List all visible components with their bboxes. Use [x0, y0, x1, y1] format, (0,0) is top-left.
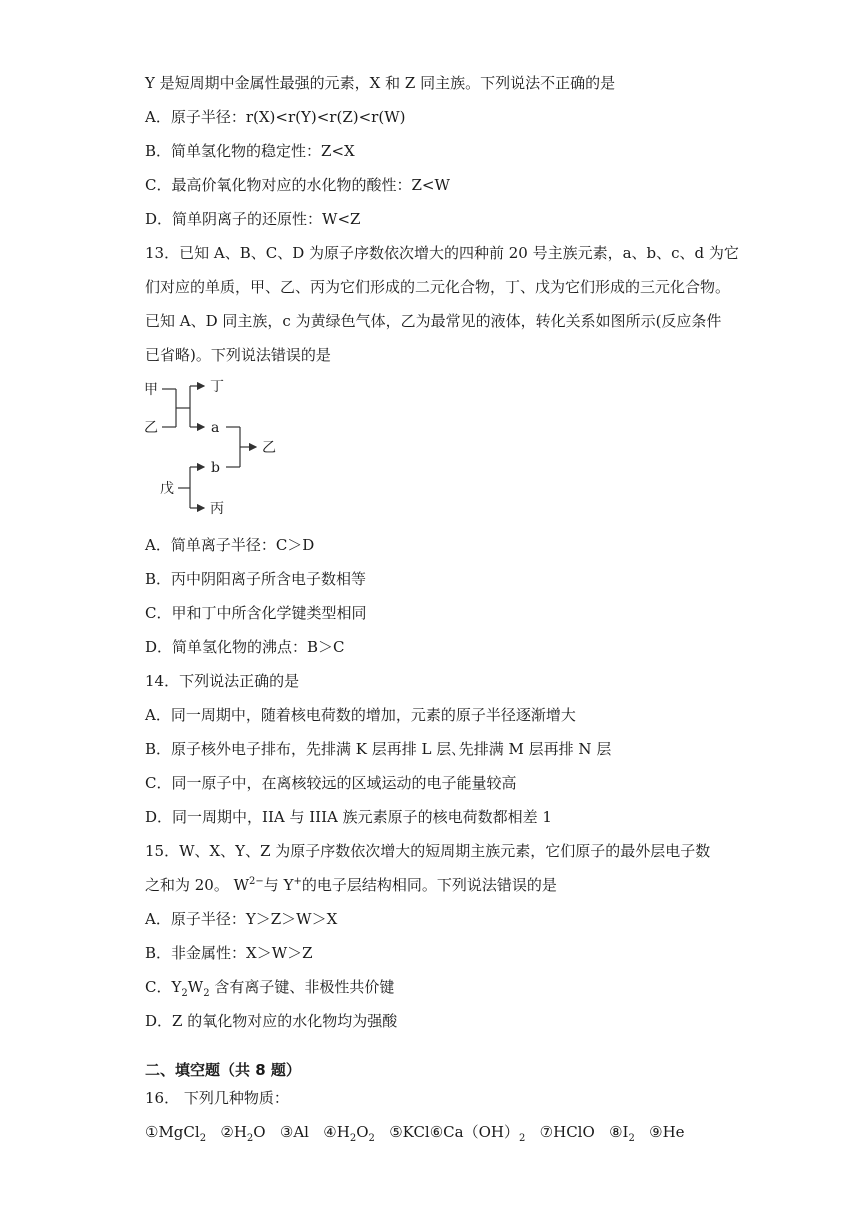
q16-item-7: ⑦HClO: [539, 1123, 595, 1141]
q16-item-6: $⑥Ca(OH)_2$: [429, 1123, 526, 1144]
q12-stem-tail: Y 是短周期中金属性最强的元素，X 和 Z 同主族。下列说法不正确的是: [145, 74, 616, 92]
q15-stem-line-2: 之和为 20。 $W^{2-}$与 Y+的电子层结构相同。下列说法错误的是: [145, 876, 557, 894]
q16-item-5: ⑤KCl: [389, 1123, 430, 1141]
q12-option-d: D．简单阴离子的还原性：W<Z: [145, 210, 361, 228]
q16-item-2: $②H_2O$: [220, 1123, 266, 1144]
diagram-label-b: b: [211, 460, 220, 476]
q13-conversion-diagram: [140, 372, 300, 522]
q15-option-c: C．$Y_2W_2$ 含有离子键、非极性共价键: [145, 978, 395, 999]
q13-stem-line-4: 已省略)。下列说法错误的是: [145, 346, 331, 364]
diagram-label-ding: 丁: [210, 379, 224, 395]
q16-item-1: ①MgCl$_2$: [145, 1123, 207, 1144]
q12-option-b: B．简单氢化物的稳定性：Z<X: [145, 142, 355, 160]
diagram-label-jia: 甲: [144, 382, 158, 398]
q16-item-8: $⑧I_2$: [609, 1123, 635, 1144]
q16-substance-list: [145, 1122, 685, 1142]
q16-stem: 16． 下列几种物质：: [145, 1089, 289, 1107]
diagram-label-bing: 丙: [210, 501, 224, 517]
q13-option-b: B．丙中阴阳离子所含电子数相等: [145, 570, 367, 588]
q13-stem-line-2: 们对应的单质，甲、乙、丙为它们形成的二元化合物，丁、戊为它们形成的三元化合物。: [145, 278, 731, 296]
q14-stem: 14．下列说法正确的是: [145, 672, 300, 690]
q15-option-a: A．原子半径：Y＞Z＞W＞X: [145, 910, 338, 928]
q14-option-a: A．同一周期中，随着核电荷数的增加，元素的原子半径逐渐增大: [145, 706, 576, 724]
diagram-label-a: a: [211, 420, 220, 436]
q16-item-3: ③Al: [279, 1123, 309, 1141]
q16-item-4: $④H_2O_2$: [323, 1123, 375, 1144]
q13-option-d: D．简单氢化物的沸点：B＞C: [145, 638, 345, 656]
section-heading-fill-in: 二、填空题（共 8 题）: [145, 1061, 301, 1079]
q15-option-b: B．非金属性：X＞W＞Z: [145, 944, 313, 962]
diagram-label-yi-input: 乙: [144, 420, 158, 436]
q13-stem-line-1: 13．已知 A、B、C、D 为原子序数依次增大的四种前 20 号主族元素，a、b、c、d 为它: [145, 244, 739, 262]
q15-option-d: D．Z 的氧化物对应的水化物均为强酸: [145, 1012, 398, 1030]
q14-option-c: C．同一原子中，在离核较远的区域运动的电子能量较高: [145, 774, 517, 792]
q13-option-c: C．甲和丁中所含化学键类型相同: [145, 604, 367, 622]
q16-item-9: ⑨He: [649, 1123, 685, 1141]
q13-option-a: A．简单离子半径：C＞D: [145, 536, 315, 554]
q12-option-a: A．原子半径：r(X)<r(Y)<r(Z)<r(W): [145, 108, 406, 126]
diagram-label-wu: 戊: [160, 481, 174, 497]
q12-option-c: C．最高价氧化物对应的水化物的酸性：Z<W: [145, 176, 450, 194]
diagram-label-yi-output: 乙: [262, 440, 276, 456]
q15-stem-line-1: 15．W、X、Y、Z 为原子序数依次增大的短周期主族元素，它们原子的最外层电子数: [145, 842, 711, 860]
q14-option-b: B．原子核外电子排布，先排满 K 层再排 L 层､先排满 M 层再排 N 层: [145, 740, 612, 758]
q13-stem-line-3: 已知 A、D 同主族，c 为黄绿色气体，乙为最常见的液体，转化关系如图所示(反应条件: [145, 312, 722, 330]
q14-option-d: D．同一周期中，IIA 与 IIIA 族元素原子的核电荷数都相差 1: [145, 808, 552, 826]
